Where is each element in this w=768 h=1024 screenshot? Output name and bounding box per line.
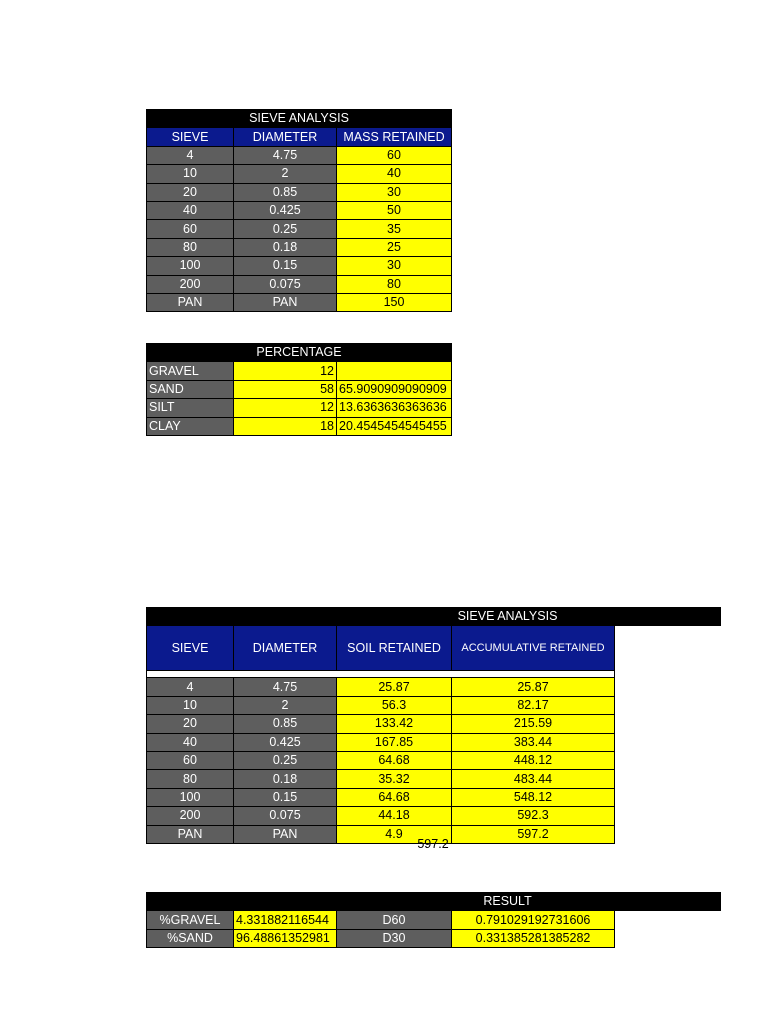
empty-cell: [615, 626, 721, 671]
cell[interactable]: 64.68: [337, 751, 452, 769]
cell[interactable]: 25.87: [452, 678, 615, 696]
cell[interactable]: %SAND: [147, 929, 234, 947]
cell[interactable]: 35: [337, 220, 452, 238]
cell[interactable]: 167.85: [337, 733, 452, 751]
table-row: [147, 911, 721, 929]
cell[interactable]: 0.25: [234, 751, 337, 769]
cell[interactable]: 40: [337, 165, 452, 183]
cell[interactable]: 200: [147, 807, 234, 825]
table-row: [147, 807, 721, 825]
result-table: [146, 892, 721, 948]
cell[interactable]: 65.9090909090909: [337, 380, 452, 398]
cell[interactable]: CLAY: [147, 417, 234, 435]
cell[interactable]: 100: [147, 257, 234, 275]
cell[interactable]: SAND: [147, 380, 234, 398]
empty-cell: [615, 751, 721, 769]
table-row: [147, 257, 452, 275]
cell[interactable]: 25.87: [337, 678, 452, 696]
cell[interactable]: [337, 362, 452, 380]
cell[interactable]: 50: [337, 201, 452, 219]
cell[interactable]: PAN: [234, 293, 337, 311]
table-row: [147, 165, 452, 183]
cell[interactable]: 0.075: [234, 807, 337, 825]
cell[interactable]: 82.17: [452, 696, 615, 714]
cell[interactable]: 12: [234, 362, 337, 380]
cell[interactable]: 20.4545454545455: [337, 417, 452, 435]
table-row: [147, 788, 721, 806]
table-row: [147, 183, 452, 201]
table-row: [147, 678, 721, 696]
cell[interactable]: 133.42: [337, 715, 452, 733]
cell[interactable]: 150: [337, 293, 452, 311]
cell[interactable]: 13.6363636363636: [337, 399, 452, 417]
empty-cell: [615, 678, 721, 696]
cell[interactable]: 30: [337, 183, 452, 201]
cell[interactable]: 20: [147, 715, 234, 733]
cell[interactable]: 2: [234, 165, 337, 183]
cell[interactable]: D60: [337, 911, 452, 929]
table-row: [147, 146, 452, 164]
cell[interactable]: 592.3: [452, 807, 615, 825]
cell[interactable]: 0.25: [234, 220, 337, 238]
cell[interactable]: 60: [147, 220, 234, 238]
cell[interactable]: PAN: [147, 293, 234, 311]
empty-cell: [615, 696, 721, 714]
cell[interactable]: 56.3: [337, 696, 452, 714]
cell[interactable]: 20: [147, 183, 234, 201]
cell[interactable]: 35.32: [337, 770, 452, 788]
cell[interactable]: 25: [337, 238, 452, 256]
table-row: [147, 715, 721, 733]
cell[interactable]: %GRAVEL: [147, 911, 234, 929]
soil-retained-table: [146, 607, 721, 844]
cell[interactable]: 0.791029192731606: [452, 911, 615, 929]
spacer-row: [147, 671, 615, 678]
cell[interactable]: 2: [234, 696, 337, 714]
header-cell[interactable]: MASS RETAINED: [337, 128, 452, 146]
empty-cell: [615, 807, 721, 825]
empty-cell: [615, 733, 721, 751]
table-row: [147, 417, 452, 435]
table-row: [147, 362, 452, 380]
cell[interactable]: PAN: [147, 825, 234, 843]
table-row: [147, 220, 452, 238]
empty-cell: [615, 671, 721, 678]
table-row: [147, 380, 452, 398]
empty-cell: [615, 929, 721, 947]
percentage-table: [146, 343, 452, 436]
cell[interactable]: 0.15: [234, 257, 337, 275]
cell[interactable]: 0.85: [234, 183, 337, 201]
header-cell[interactable]: SIEVE: [147, 128, 234, 146]
cell[interactable]: SILT: [147, 399, 234, 417]
cell[interactable]: GRAVEL: [147, 362, 234, 380]
cell[interactable]: 215.59: [452, 715, 615, 733]
cell[interactable]: 448.12: [452, 751, 615, 769]
header-cell[interactable]: DIAMETER: [234, 128, 337, 146]
table-row: [147, 238, 452, 256]
table-title: PERCENTAGE: [147, 344, 452, 362]
table-row: [147, 733, 721, 751]
table-row: [147, 293, 452, 311]
cell[interactable]: 383.44: [452, 733, 615, 751]
table-row: [147, 696, 721, 714]
cell[interactable]: 4.75: [234, 678, 337, 696]
cell[interactable]: 80: [147, 238, 234, 256]
empty-cell: [615, 715, 721, 733]
cell[interactable]: 12: [234, 399, 337, 417]
sieve-analysis-table: [146, 109, 452, 312]
cell[interactable]: 4.75: [234, 146, 337, 164]
cell[interactable]: 483.44: [452, 770, 615, 788]
table-row: [147, 399, 452, 417]
cell[interactable]: 100: [147, 788, 234, 806]
cell[interactable]: 4: [147, 678, 234, 696]
cell[interactable]: 80: [337, 275, 452, 293]
cell[interactable]: 4.331882116544: [234, 911, 337, 929]
cell[interactable]: 10: [147, 696, 234, 714]
cell[interactable]: 40: [147, 733, 234, 751]
cell[interactable]: 4: [147, 146, 234, 164]
cell[interactable]: 0.18: [234, 770, 337, 788]
table-row: [147, 751, 721, 769]
header-cell[interactable]: ACCUMULATIVE RETAINED: [452, 626, 615, 671]
cell[interactable]: 58: [234, 380, 337, 398]
cell[interactable]: 4.9: [337, 825, 452, 843]
cell[interactable]: 0.85: [234, 715, 337, 733]
cell[interactable]: 200: [147, 275, 234, 293]
cell[interactable]: 10: [147, 165, 234, 183]
header-cell[interactable]: DIAMETER: [234, 626, 337, 671]
table-row: [147, 929, 721, 947]
cell[interactable]: 548.12: [452, 788, 615, 806]
table-title: SIEVE ANALYSIS: [147, 110, 452, 128]
cell[interactable]: 40: [147, 201, 234, 219]
cell[interactable]: 30: [337, 257, 452, 275]
cell[interactable]: D30: [337, 929, 452, 947]
cell[interactable]: 64.68: [337, 788, 452, 806]
cell[interactable]: 0.15: [234, 788, 337, 806]
empty-cell: [615, 770, 721, 788]
cell[interactable]: 0.425: [234, 733, 337, 751]
table-title: RESULT: [147, 893, 721, 911]
table-row: [147, 770, 721, 788]
cell[interactable]: PAN: [234, 825, 337, 843]
cell[interactable]: 597.2: [452, 825, 615, 843]
cell[interactable]: 0.18: [234, 238, 337, 256]
header-cell[interactable]: SIEVE: [147, 626, 234, 671]
empty-cell: [615, 911, 721, 929]
cell[interactable]: 18: [234, 417, 337, 435]
cell[interactable]: 60: [337, 146, 452, 164]
table-title: SIEVE ANALYSIS: [147, 608, 721, 626]
empty-cell: [615, 788, 721, 806]
cell[interactable]: 0.075: [234, 275, 337, 293]
table-row: [147, 201, 452, 219]
header-cell[interactable]: SOIL RETAINED: [337, 626, 452, 671]
cell[interactable]: 80: [147, 770, 234, 788]
empty-cell: [615, 825, 721, 843]
cell[interactable]: 0.331385281385282: [452, 929, 615, 947]
table-row: [147, 275, 452, 293]
cell[interactable]: 96.48861352981: [234, 929, 337, 947]
total-retained-value[interactable]: 597.2: [417, 837, 449, 851]
cell[interactable]: 0.425: [234, 201, 337, 219]
cell[interactable]: 44.18: [337, 807, 452, 825]
cell[interactable]: 60: [147, 751, 234, 769]
